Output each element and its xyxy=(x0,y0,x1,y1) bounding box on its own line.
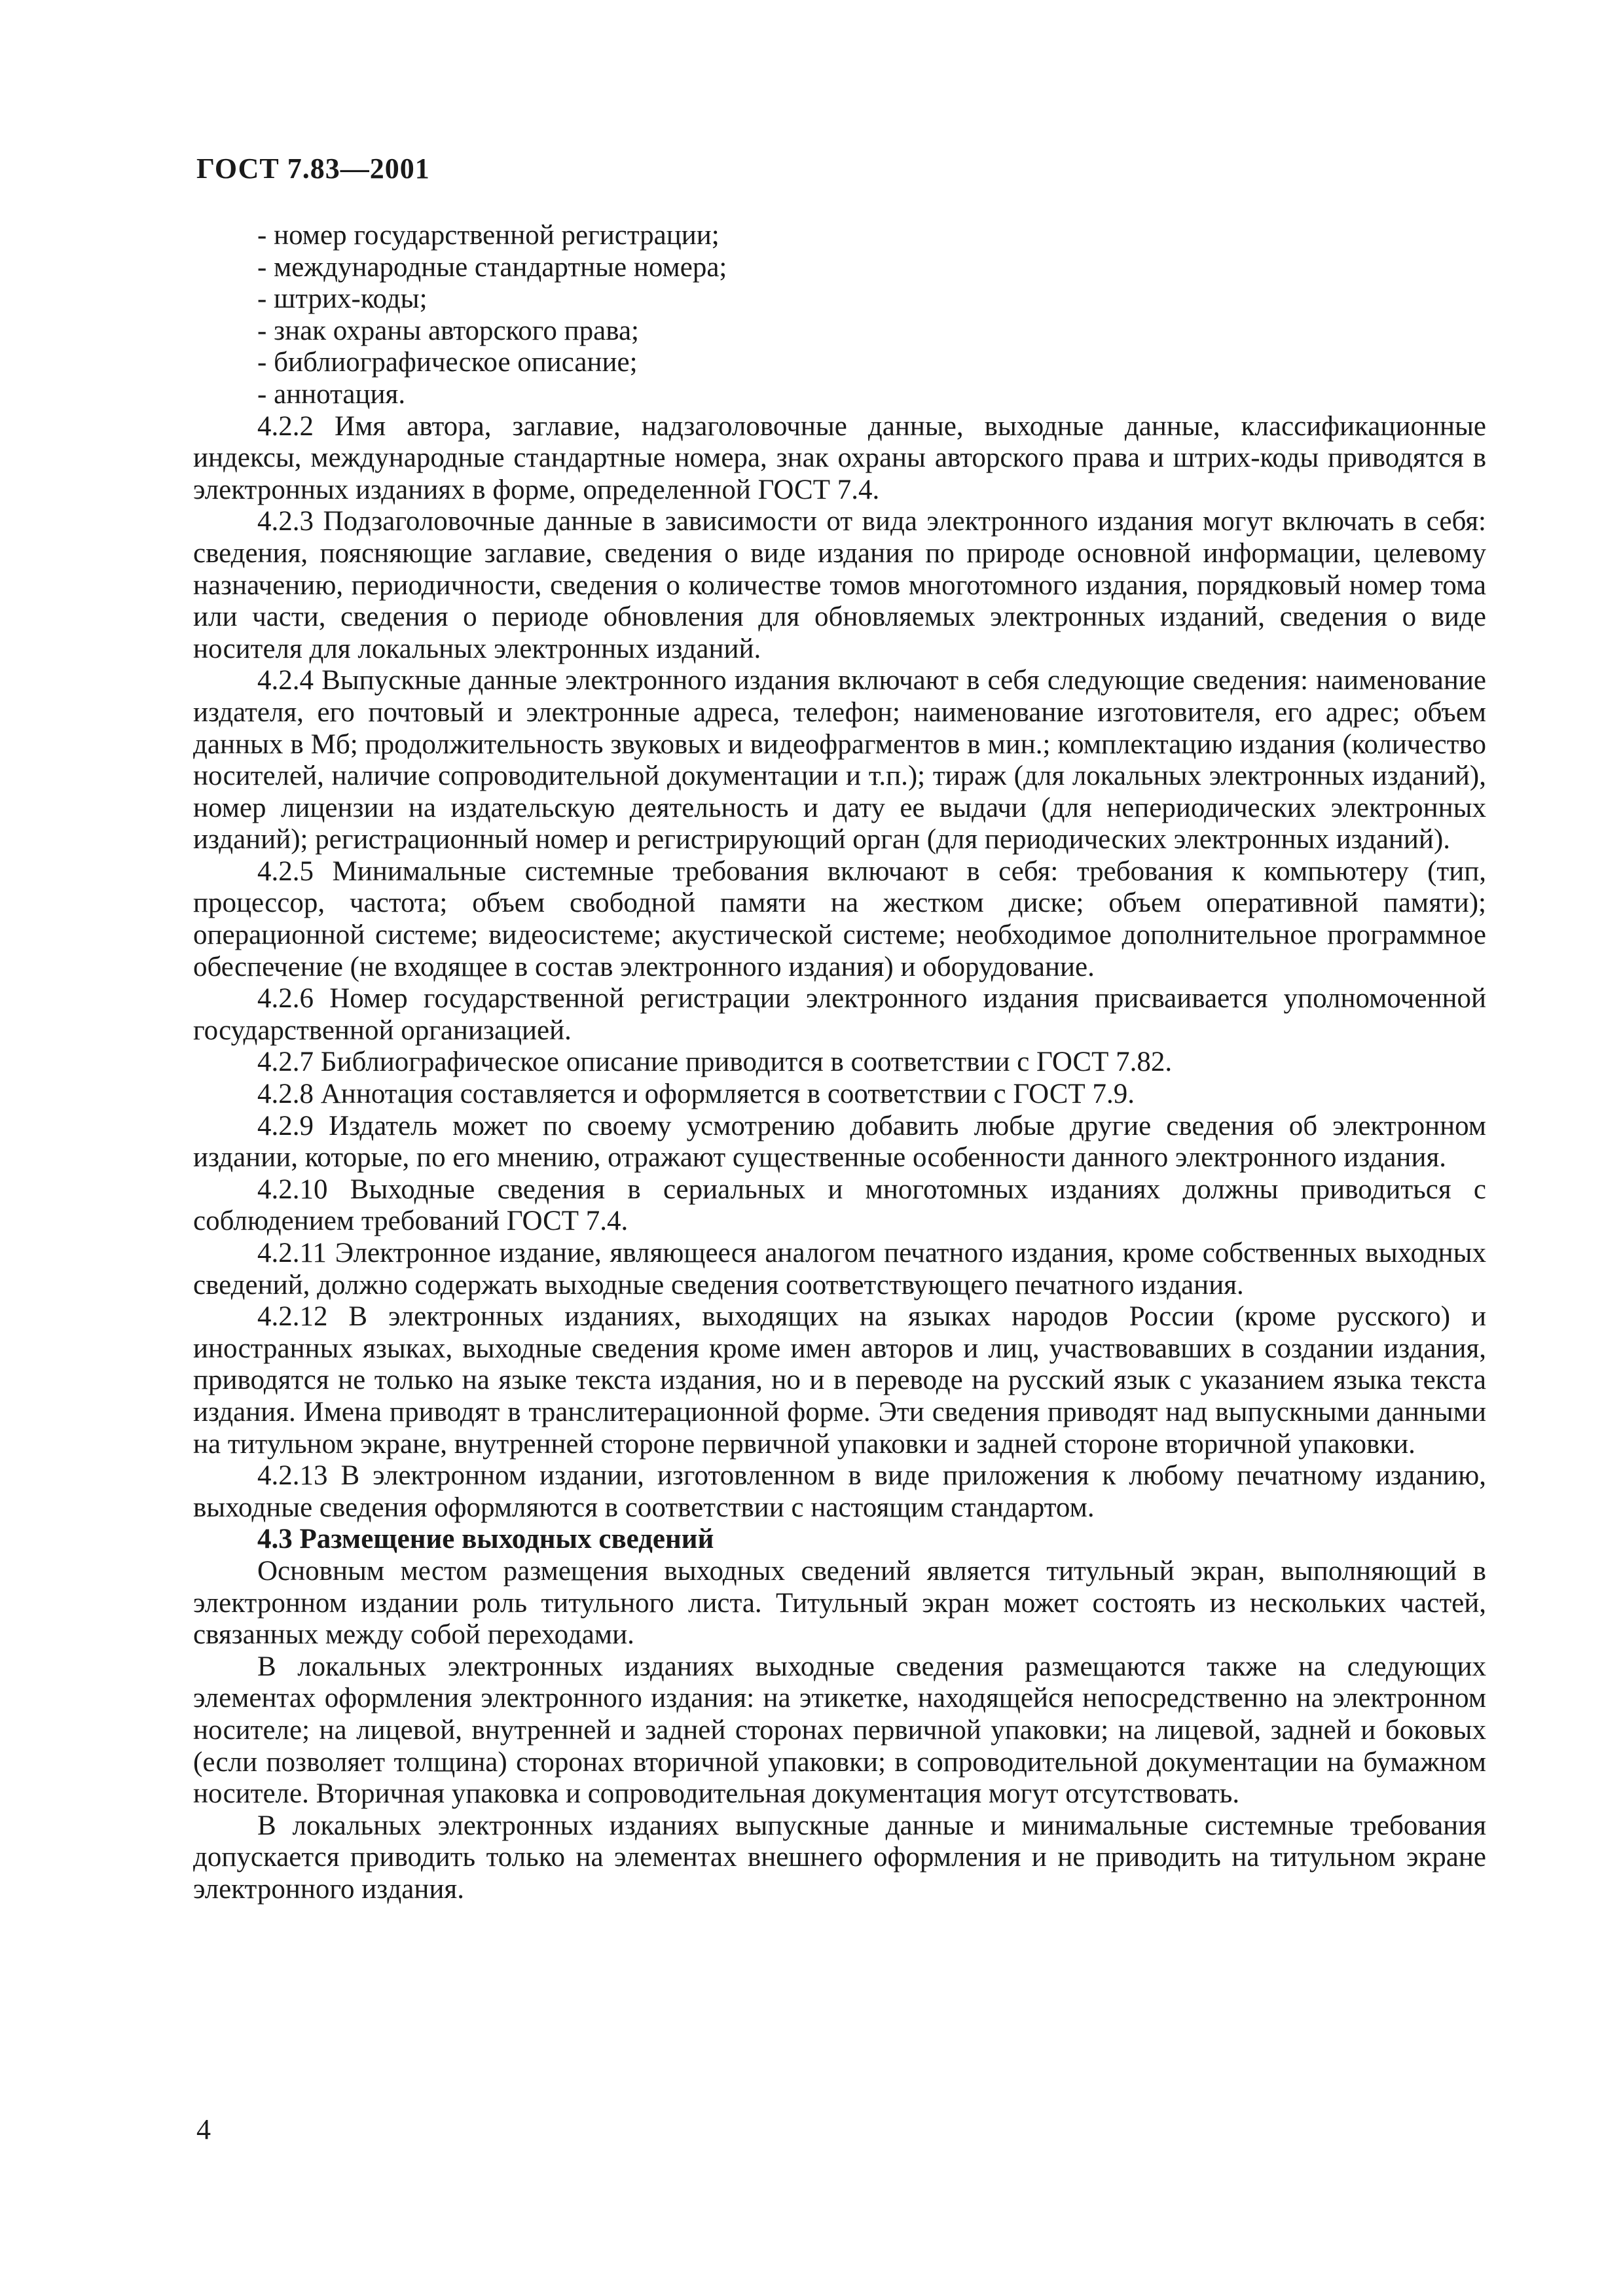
list-item: - международные стандартные номера; xyxy=(193,252,1486,284)
paragraph-main-location: Основным местом размещения выходных сведений является титульный экран, выполняющий в электронном издании роль титульного листа. Титульный экран может состоять из нескольких частей, связанных между собой переходами. xyxy=(193,1555,1486,1651)
paragraph-4-2-3: 4.2.3 Подзаголовочные данные в зависимости от вида электронного издания могут включать в себя: сведения, поясняющие заглавие, сведения о виде издания по природе основной информации, целевому назначению, периодичности, сведения о количестве томов многотомного издания, порядковый номер тома или части, сведения о периоде обновления для обновляемых электронных изданий, сведения о виде носителя для локальных электронных изданий. xyxy=(193,506,1486,664)
paragraph-4-2-2: 4.2.2 Имя автора, заглавие, надзаголовочные данные, выходные данные, классификационные индексы, международные стандартные номера, знак охраны авторского права и штрих-коды приводятся в электронных изданиях в форме, определенной ГОСТ 7.4. xyxy=(193,410,1486,505)
paragraph-4-2-8: 4.2.8 Аннотация составляется и оформляется в соответствии с ГОСТ 7.9. xyxy=(257,1079,1135,1110)
document-body xyxy=(193,220,1486,1905)
paragraph-4-2-11: 4.2.11 Электронное издание, являющееся аналогом печатного издания, кроме собственных выходных сведений, должно содержать выходные сведения соответствующего печатного издания. xyxy=(193,1238,1486,1300)
paragraph-4-2-9: 4.2.9 Издатель может по своему усмотрению добавить любые другие сведения об электронном издании, которые, по его мнению, отражают существенные особенности данного электронного издания. xyxy=(193,1110,1486,1174)
requisites-list xyxy=(193,220,1486,411)
paragraph-4-2-10: 4.2.10 Выходные сведения в сериальных и многотомных изданиях должны приводиться с соблюдением требований ГОСТ 7.4. xyxy=(193,1174,1486,1237)
list-item: - номер государственной регистрации; xyxy=(193,220,1486,252)
document-header: ГОСТ 7.83—2001 xyxy=(196,152,430,185)
list-item: - библиографическое описание; xyxy=(193,347,1486,379)
paragraph-local-output: В локальных электронных изданиях выпускные данные и минимальные системные требования допускается приводить только на элементах внешнего оформления и не приводить на титульном экране электронного издания. xyxy=(193,1810,1486,1905)
paragraph-4-2-13: 4.2.13 В электронном издании, изготовленном в виде приложения к любому печатному изданию, выходные сведения оформляются в соответствии с настоящим стандартом. xyxy=(193,1460,1486,1523)
list-item: - штрих-коды; xyxy=(193,283,1486,315)
section-heading: 4.3 Размещение выходных сведений xyxy=(257,1524,714,1555)
paragraph-4-2-12: 4.2.12 В электронных изданиях, выходящих на языках народов России (кроме русского) и иностранных языках, выходные сведения кроме имен авторов и лиц, участвовавших в создании издания, приводятся не только на языке текста издания, но и в переводе на русский язык с указанием языка текста издания. Имена приводят в транслитерационной форме. Эти сведения приводят над выпускными данными на титульном экране, внутренней стороне первичной упаковки и задней стороне вторичной упаковки. xyxy=(193,1301,1486,1460)
page-number: 4 xyxy=(196,2113,211,2145)
paragraph-4-2-7: 4.2.7 Библиографическое описание приводится в соответствии с ГОСТ 7.82. xyxy=(257,1047,1173,1078)
paragraph-4-2-4: 4.2.4 Выпускные данные электронного издания включают в себя следующие сведения: наименование издателя, его почтовый и электронные адреса, телефон; наименование изготовителя, его адрес; объем данных в Мб; продолжительность звуковых и видеофрагментов в мин.; комплектацию издания (количество носителей, наличие сопроводительной документации и т.п.); тираж (для локальных электронных изданий), номер лицензии на издательскую деятельность и дату ее выдачи (для непериодических электронных изданий); регистрационный номер и регистрирующий орган (для периодических электронных изданий). xyxy=(193,665,1486,855)
list-item: - аннотация. xyxy=(193,379,1486,411)
paragraph-4-2-5: 4.2.5 Минимальные системные требования включают в себя: требования к компьютеру (тип, процессор, частота; объем свободной памяти на жестком диске; объем оперативной памяти); операционной системе; видеосистеме; акустической системе; необходимое дополнительное программное обеспечение (не входящее в состав электронного издания) и оборудование. xyxy=(193,855,1486,982)
list-item: - знак охраны авторского права; xyxy=(193,315,1486,348)
paragraph-4-2-6: 4.2.6 Номер государственной регистрации электронного издания присваивается уполномоченной государственной организацией. xyxy=(193,983,1486,1046)
paragraph-local-placement: В локальных электронных изданиях выходные сведения размещаются также на следующих элементах оформления электронного издания: на этикетке, находящейся непосредственно на электронном носителе; на лицевой, внутренней и задней сторонах первичной упаковки; на лицевой, задней и боковых (если позволяет толщина) сторонах вторичной упаковки; в сопроводительной документации на бумажном носителе. Вторичная упаковка и сопроводительная документация могут отсутствовать. xyxy=(193,1651,1486,1810)
